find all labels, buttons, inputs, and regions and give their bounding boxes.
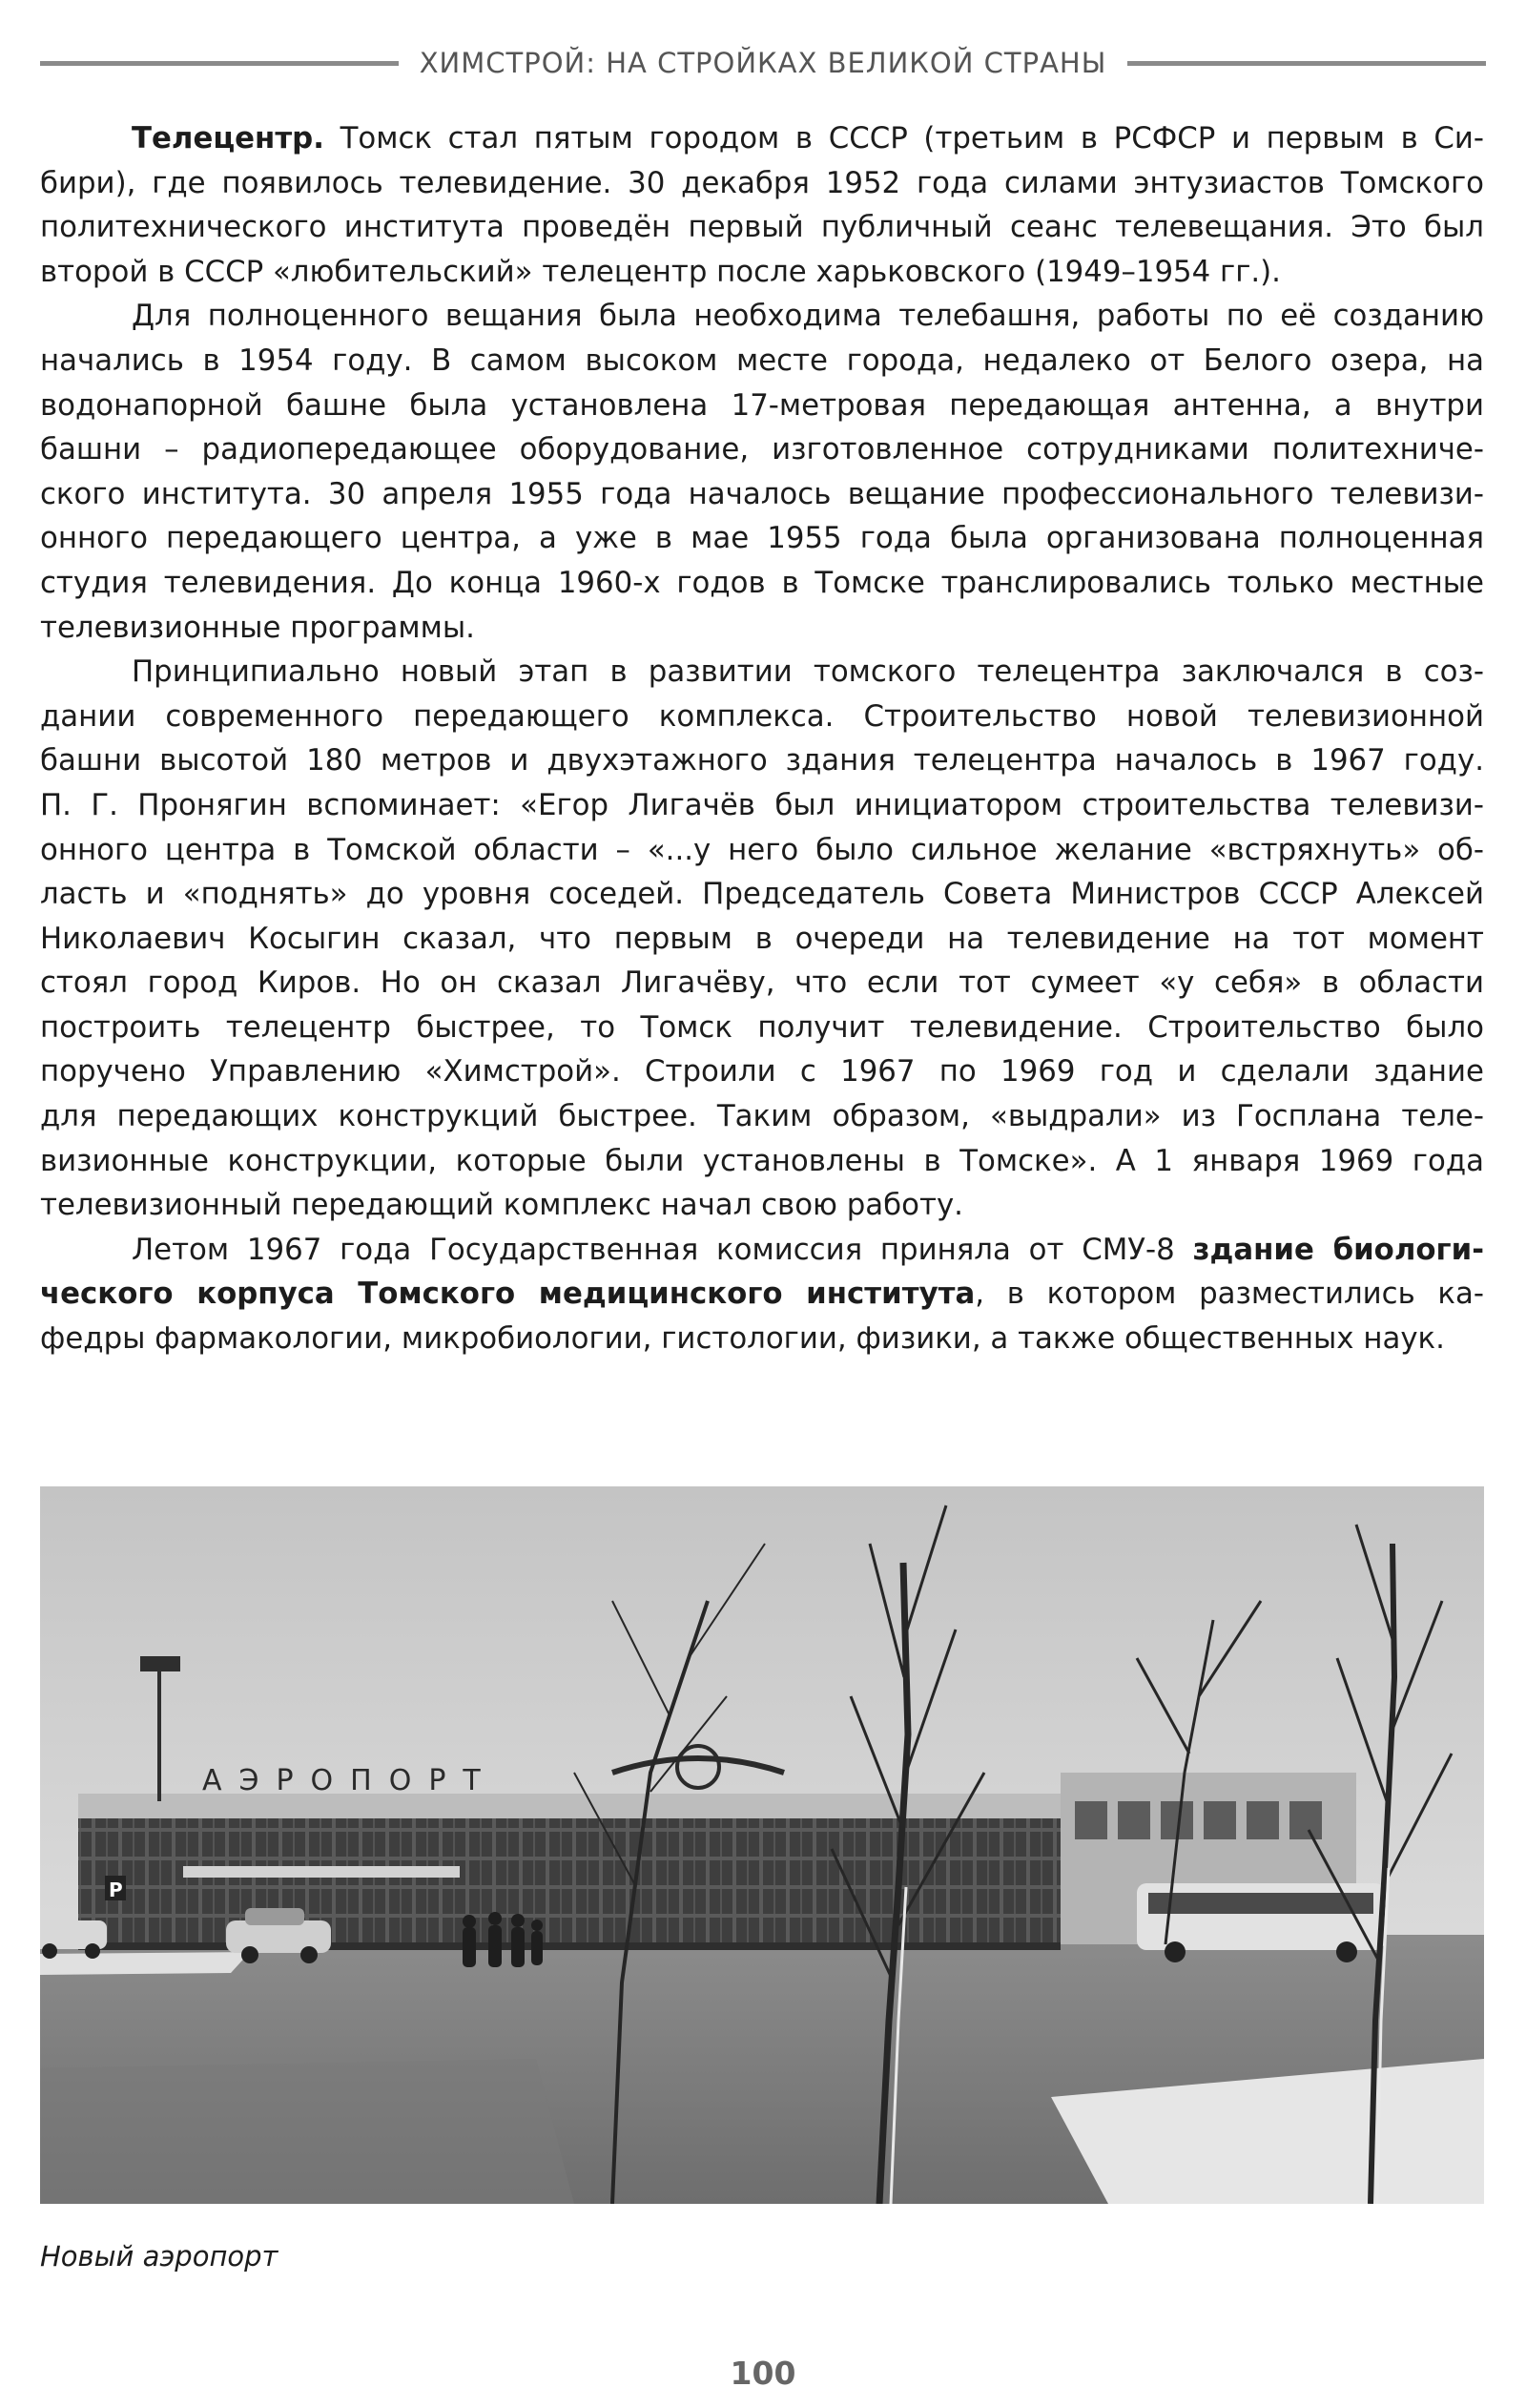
text-line: второй в СССР «любительский» телецентр после харьковского (1949–1954 гг.). [40,254,1281,289]
text-line: телевизионные программы. [40,610,475,645]
text-line: башни – радиопередающее оборудование, изготовленное сотрудниками политехниче- [40,432,1484,467]
text-line: для передающих конструкций быстрее. Таким образом, «выдрали» из Госплана теле- [40,1099,1484,1134]
text-line: построить телецентр быстрее, то Томск получит телевидение. Строительство было [40,1009,1484,1045]
section-lead-telecenter: Телецентр. [132,121,324,156]
svg-text:P: P [109,1879,123,1901]
entrance-canopy [183,1866,460,1878]
running-header-title: ХИМСТРОЙ: НА СТРОЙКАХ ВЕЛИКОЙ СТРАНЫ [419,47,1107,79]
article-body [40,116,1484,1361]
bold-phrase: ческого корпуса Томского медицинского института [40,1277,976,1312]
page-number: 100 [730,2355,796,2392]
running-header [40,38,1486,88]
text-line: П. Г. Пронягин вспоминает: «Егор Лигачёв был инициатором строительства телевизи- [40,787,1484,822]
text-line: онного центра в Томской области – «...у него было сильное желание «встряхнуть» об- [40,832,1484,867]
text-line: стоял город Киров. Но он сказал Лигачёву, что если тот сумеет «у себя» в области [40,965,1484,1001]
text-line: Телецентр. Томск стал пятым городом в СССР (третьим в РСФСР и первым в Си- [132,121,1484,156]
text-line: бири), где появилось телевидение. 30 декабря 1952 года силами энтузиастов Томского [40,165,1484,200]
airport-photo-illustration [40,1486,1484,2204]
text-line: поручено Управлению «Химстрой». Строили с 1967 по 1969 год и сделали здание [40,1054,1484,1090]
text-line: Николаевич Косыгин сказал, что первым в очереди на телевидение на тот момент [40,921,1484,956]
text-line: ческого корпуса Томского медицинского института, в котором разместились ка- [40,1277,1484,1312]
text-line: политехнического института проведён первый публичный сеанс телевещания. Это был [40,210,1484,245]
header-rule-right [1127,61,1486,66]
snow-patch [40,1952,250,1975]
text-line: башни высотой 180 метров и двухэтажного здания телецентра началось в 1967 году. [40,743,1484,778]
text-line: ского института. 30 апреля 1955 года началось вещание профессионального телевизи- [40,476,1484,511]
text-line: Принципиально новый этап в развитии томского телецентра заключался в соз- [132,654,1484,690]
text-line: студия телевидения. До конца 1960-х годов в Томске транслировались только местные [40,565,1484,600]
bold-phrase: здание биологи- [1192,1232,1484,1267]
terminal-glass-facade [78,1818,1061,1944]
text-line: федры фармакологии, микробиологии, гистологии, физики, а также общественных наук. [40,1321,1445,1357]
text-line: визионные конструкции, которые были установлены в Томске». А 1 января 1969 года [40,1143,1484,1178]
header-rule-left [40,61,399,66]
building-sign: АЭРОПОРТ [202,1764,498,1797]
text-line: Летом 1967 года Государственная комиссия приняла от СМУ-8 здание биологи- [132,1232,1484,1267]
text-line: онного передающего центра, а уже в мае 1955 года была организована полноценная [40,521,1484,556]
text-line: водонапорной башне была установлена 17-метровая передающая антенна, а внутри [40,387,1484,423]
text-line: начались в 1954 году. В самом высоком месте города, недалеко от Белого озера, на [40,343,1484,378]
photo-caption: Новый аэропорт [40,2240,278,2273]
airport-photo [40,1486,1484,2204]
text-line: ласть и «поднять» до уровня соседей. Председатель Совета Министров СССР Алексей [40,877,1484,912]
text-line: телевизионный передающий комплекс начал свою работу. [40,1188,963,1223]
text-line: Для полноценного вещания была необходима телебашня, работы по её созданию [132,299,1484,334]
text-line: дании современного передающего комплекса. Строительство новой телевизионной [40,698,1484,734]
